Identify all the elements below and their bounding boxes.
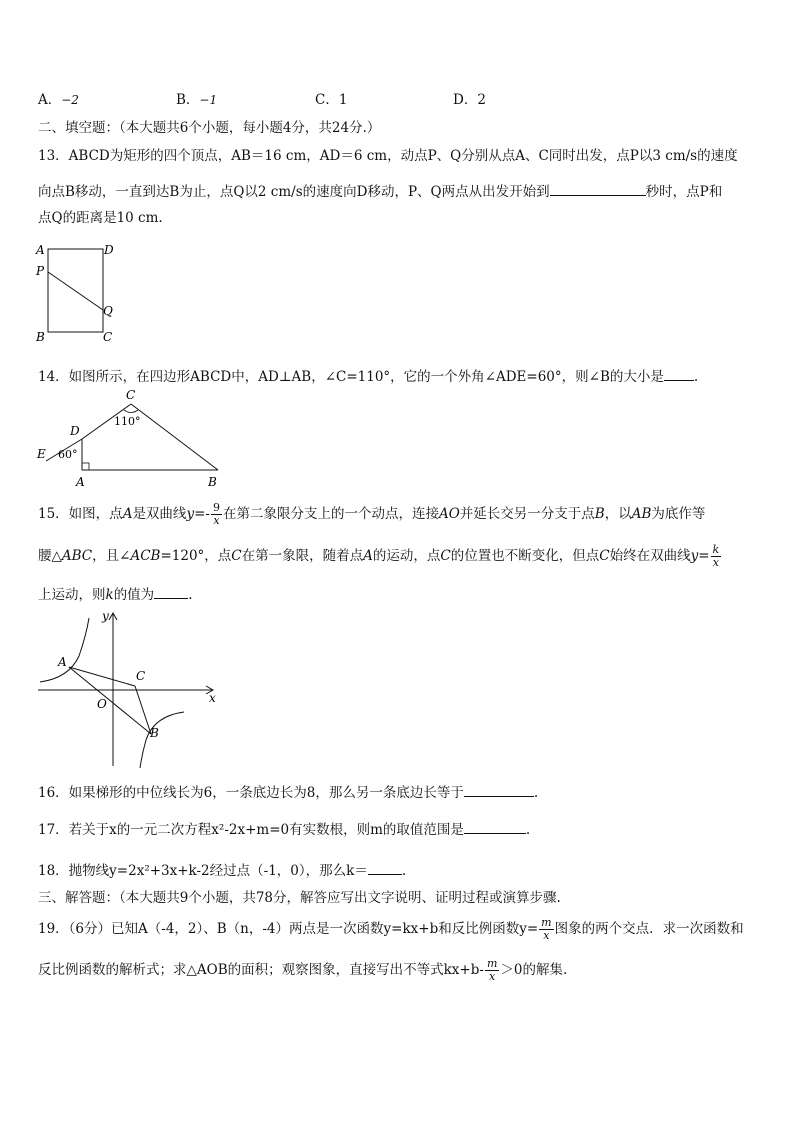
q19-line1: 19．（6分）已知A（-4，2）、B（n，-4）两点是一次函数y=kx+b和反比例函数y= $\frac{m}{x}$ 图象的两个交点．求一次函数和 — [38, 916, 744, 942]
q16-text: 16．如果梯形的中位线长为6，一条底边长为8，那么另一条底边长等于 . — [38, 785, 539, 801]
option-d: D．2 — [453, 92, 486, 108]
q14-label-d: D — [70, 424, 80, 438]
q14-label-a: A — [76, 475, 85, 489]
q13-label-p: P — [36, 264, 45, 278]
option-c: C．1 — [315, 92, 348, 108]
q15-label-c: C — [136, 669, 146, 683]
section-heading-solutions: 三、解答题：（本大题共9个小题，共78分，解答应写出文字说明、证明过程或演算步骤. — [38, 890, 561, 906]
q13-label-d: D — [104, 243, 114, 257]
q14-angle-c: 110° — [114, 415, 141, 428]
q15-fraction-k-over-x: $\frac{k}{x}$ — [712, 543, 720, 569]
q15-line3: 上运动，则k的值为 . — [38, 587, 193, 603]
q15-axis-y: y — [102, 609, 109, 623]
section-heading-fill-in: 二、填空题：（本大题共6个小题，每小题4分，共24分.） — [38, 120, 381, 136]
q19-fraction-m-over-x: $\frac{m}{x}$ — [541, 916, 552, 942]
q15-answer-blank[interactable] — [154, 585, 188, 599]
q15-hyperbola-figure — [34, 604, 224, 770]
q15-axis-x: x — [209, 691, 216, 705]
q17-text: 17．若关于x的一元二次方程x²-2x+m=0有实数根，则m的取值范围是 . — [38, 822, 531, 838]
q15-line1: 15．如图，点A是双曲线y=- $\frac{9}{x}$ 在第二象限分支上的一个动点，连接AO并延长交另一分支于点B，以AB为底作等 — [38, 501, 706, 527]
q15-label-o: O — [97, 697, 107, 711]
option-a: A．−2 — [38, 92, 79, 108]
q14-quadrilateral-figure — [32, 384, 232, 492]
option-b: B．−1 — [176, 92, 218, 108]
q18-answer-blank[interactable] — [368, 861, 402, 875]
q14-label-b: B — [208, 475, 217, 489]
q13-line1: 13．ABCD为矩形的四个顶点，AB＝16 cm，AD＝6 cm，动点P、Q分别从点A、C同时出发，点P以3 cm/s的速度 — [38, 148, 738, 164]
q13-label-b: B — [36, 330, 45, 344]
q14-angle-d: 60° — [58, 448, 78, 461]
q13-answer-blank[interactable] — [550, 182, 646, 196]
q16-answer-blank[interactable] — [464, 783, 534, 797]
q19-line2: 反比例函数的解析式；求△AOB的面积；观察图象，直接写出不等式kx+b- $\frac{m}{x}$ ＞0的解集. — [38, 957, 568, 983]
q13-label-c: C — [103, 330, 113, 344]
q17-answer-blank[interactable] — [464, 820, 526, 834]
q14-label-c: C — [126, 388, 136, 402]
q14-answer-blank[interactable] — [664, 367, 694, 381]
q14-text: 14．如图所示，在四边形ABCD中，AD⊥AB，∠C=110°，它的一个外角∠ADE=60°，则∠B的大小是 . — [38, 369, 699, 385]
q13-line2: 向点B移动，一直到达B为止，点Q以2 cm/s的速度向D移动，P、Q两点从出发开始到 秒时，点P和 — [38, 184, 723, 200]
q19-fraction-m-over-x-2: $\frac{m}{x}$ — [486, 957, 498, 983]
q13-rectangle-figure — [30, 240, 130, 350]
q15-label-b: B — [150, 726, 159, 740]
q15-line2: 腰△ABC，且∠ACB=120°，点C在第一象限，随着点A的运动，点C的位置也不断变化，但点C始终在双曲线y= $\frac{k}{x}$ — [38, 543, 720, 569]
q15-label-a: A — [58, 655, 67, 669]
q18-text: 18．抛物线y=2x²+3x+k-2经过点（-1，0），那么k＝ . — [38, 863, 407, 879]
q14-label-e: E — [37, 447, 46, 461]
q13-label-q: Q — [103, 304, 113, 318]
q13-line3: 点Q的距离是10 cm. — [38, 210, 163, 226]
q13-label-a: A — [36, 243, 45, 257]
q15-fraction-9-over-x: $\frac{9}{x}$ — [212, 501, 220, 527]
